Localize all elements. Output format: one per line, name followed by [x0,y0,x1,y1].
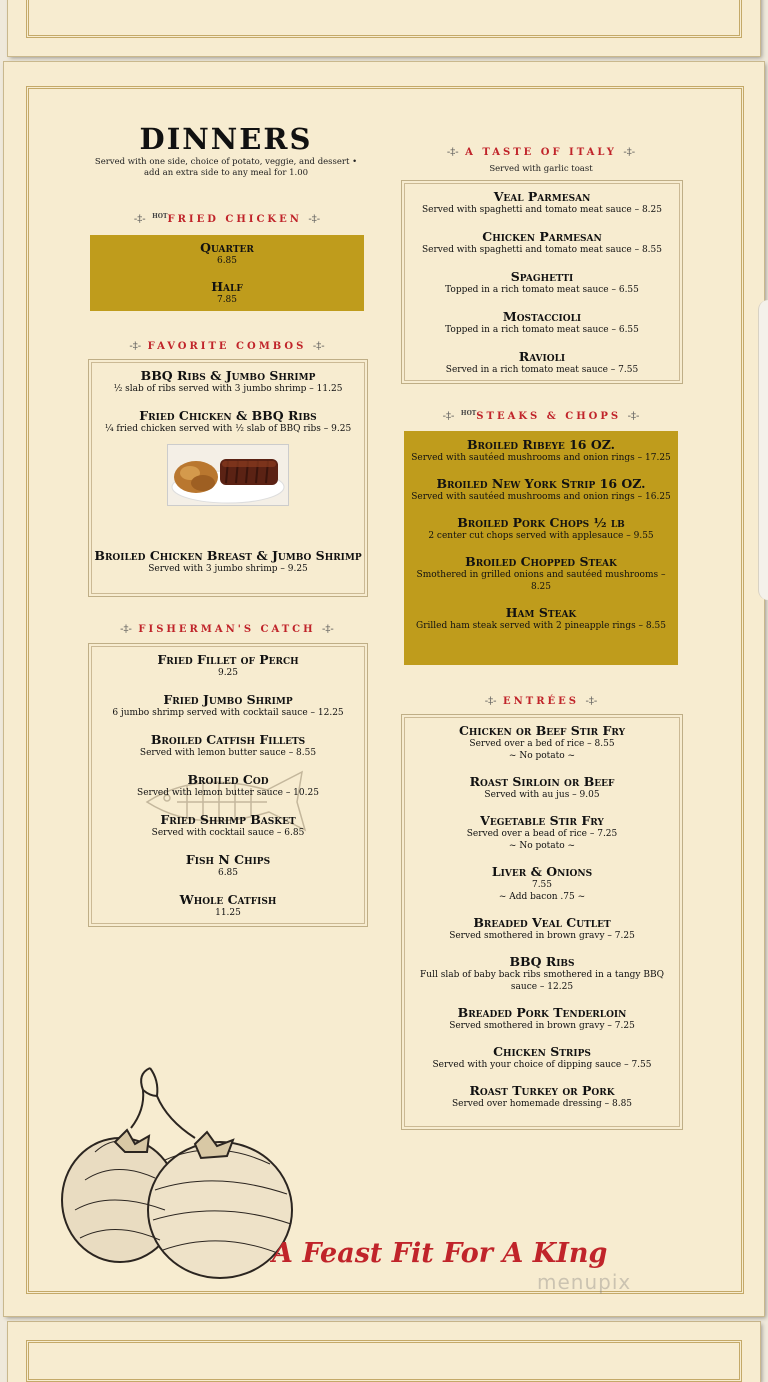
favorite-combos-box [88,359,368,597]
menu-item: Broiled Cod Served with lemon butter sauce – 10.25 [137,772,319,798]
fishermans-catch-box [88,643,368,927]
section-heading-steaks: -‡- $^{HOT}$STEAKS & CHOPS -‡- [442,410,640,422]
page-subtitle: Served with one side, choice of potato, veggie, and dessert • add an extra side to any meal for 1.00 [94,157,358,178]
menu-item: Breaded Pork Tenderloin Served smothered in brown gravy – 7.25 [449,1005,635,1031]
menu-item: Broiled Pork Chops ½ lb 2 center cut chops served with applesauce – 9.55 [428,515,654,541]
steaks-panel [404,431,678,665]
previous-page [8,0,760,56]
menu-item: Quarter 6.85 [200,240,254,266]
section-heading-fried-chicken: -‡- $^{HOT}$FRIED CHICKEN -‡- [133,213,321,225]
menu-item: Broiled Chopped Steak Smothered in grilled onions and sautéed mushrooms – 8.25 [416,554,666,592]
menu-item: Spaghetti Topped in a rich tomato meat sauce – 6.55 [445,269,639,295]
menu-item: BBQ Ribs & Jumbo Shrimp ½ slab of ribs served with 3 jumbo shrimp – 11.25 [113,368,343,394]
menu-item: Chicken or Beef Stir Fry Served over a bed of rice – 8.55 ~ No potato ~ [458,723,626,761]
entrees-box [401,714,683,1130]
menu-item: Veal Parmesan Served with spaghetti and tomato meat sauce – 8.25 [421,189,662,215]
menu-item: Fish N Chips 6.85 [185,852,271,878]
page-title: DINNERS [139,122,313,156]
menu-item: BBQ Ribs Full slab of baby back ribs smothered in a tangy BBQ sauce – 12.25 [420,954,664,992]
menu-item: Roast Turkey or Pork Served over homemade dressing – 8.85 [451,1083,633,1109]
menu-item: Fried Jumbo Shrimp 6 jumbo shrimp served with cocktail sauce – 12.25 [112,692,344,718]
italy-list [402,189,682,389]
watermark: menupix [537,1270,632,1294]
tagline: A Feast Fit For A KIng [272,1238,608,1269]
menu-item: Ham Steak Grilled ham steak served with 2 pineapple rings – 8.55 [416,605,666,631]
menu-item: Broiled Ribeye 16 OZ. Served with sautéed mushrooms and onion rings – 17.25 [411,437,671,463]
next-page [8,1322,760,1382]
menu-item: Fried Shrimp Basket Served with cocktail sauce – 6.85 [151,812,305,838]
steaks-list [404,437,678,645]
menu-item: Mostaccioli Topped in a rich tomato meat sauce – 6.55 [445,309,639,335]
section-heading-italy: -‡- A TASTE OF ITALY -‡- [446,147,636,158]
combo-food-photo [167,444,289,506]
page-edge-tab [758,300,768,600]
menu-item: Vegetable Stir Fry Served over a bead of rice – 7.25 ~ No potato ~ [466,813,618,851]
menu-item: Half 7.85 [211,279,243,305]
menu-item: Liver & Onions 7.55 ~ Add bacon .75 ~ [491,864,593,902]
menu-item: Roast Sirloin or Beef Served with au jus – 9.05 [469,774,615,800]
menu-item: Fried Chicken & BBQ Ribs ¼ fried chicken served with ½ slab of BBQ ribs – 9.25 [104,408,352,434]
entrees-list [402,723,682,1123]
italy-box [401,180,683,384]
menu-item: Whole Catfish 11.25 [179,892,277,918]
menu-item: Fried Fillet of Perch 9.25 [157,652,299,678]
section-heading-fishermans-catch: -‡- FISHERMAN'S CATCH -‡- [120,624,334,635]
fried-chicken-panel [90,235,364,311]
menu-item: Broiled Chicken Breast & Jumbo Shrimp Served with 3 jumbo shrimp – 9.25 [94,548,362,574]
tomato-illustration [55,1060,300,1285]
menu-item: Chicken Parmesan Served with spaghetti and tomato meat sauce – 8.55 [421,229,662,255]
menu-item: Ravioli Served in a rich tomato meat sauce – 7.55 [445,349,639,375]
italy-subtitle: Served with garlic toast [489,164,593,174]
menu-item: Breaded Veal Cutlet Served smothered in brown gravy – 7.25 [449,915,635,941]
section-heading-entrees: -‡- ENTRÉES -‡- [484,696,598,707]
menu-item: Broiled Catfish Fillets Served with lemon butter sauce – 8.55 [139,732,317,758]
fishermans-catch-list [89,652,367,932]
menu-item: Chicken Strips Served with your choice of dipping sauce – 7.55 [432,1044,652,1070]
menu-item: Broiled New York Strip 16 OZ. Served with sautéed mushrooms and onion rings – 16.25 [411,476,671,502]
section-heading-favorite-combos: -‡- FAVORITE COMBOS -‡- [129,341,325,352]
